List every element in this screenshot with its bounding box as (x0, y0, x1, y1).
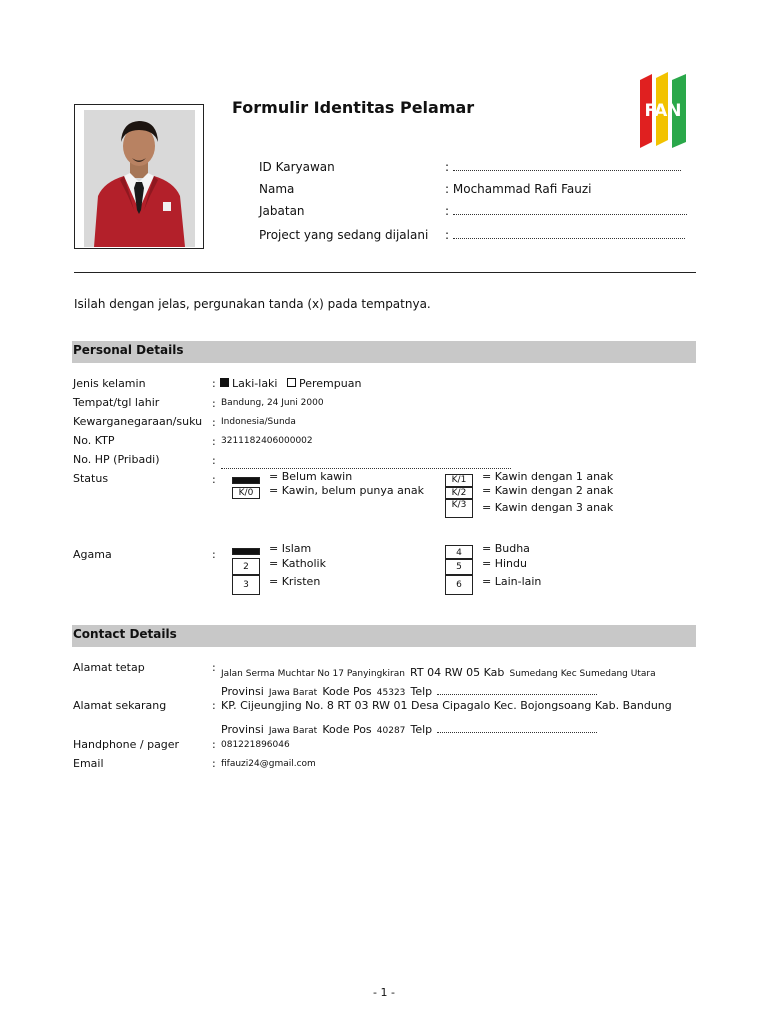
gender-option-female: Perempuan (299, 377, 362, 390)
gender-checkbox-female[interactable] (287, 378, 296, 387)
project-label: Project yang sedang dijalani (259, 228, 429, 242)
permanent-address-label: Alamat tetap (73, 661, 145, 674)
handphone-colon: : (212, 738, 216, 751)
current-address-line2: Provinsi Jawa Barat Kode Pos 40287 Telp (221, 718, 597, 737)
handphone-value: 081221896046 (221, 740, 290, 750)
ktp-value: 3211182406000002 (221, 436, 313, 446)
email-value: fifauzi24@gmail.com (221, 759, 316, 769)
status-option-belum-kawin: = Belum kawin (269, 470, 353, 483)
hp-label: No. HP (Pribadi) (73, 453, 160, 466)
current-address-label: Alamat sekarang (73, 699, 167, 712)
status-box-k0[interactable]: K/0 (232, 487, 260, 499)
religion-option-islam: = Islam (269, 542, 312, 555)
gender-label: Jenis kelamin (73, 377, 146, 390)
contact-details-title: Contact Details (73, 627, 177, 641)
status-box-belum-kawin[interactable] (232, 477, 260, 484)
fan-logo (638, 72, 690, 152)
jabatan-label: Jabatan (259, 204, 305, 218)
birth-colon: : (212, 397, 216, 410)
religion-label: Agama (73, 548, 112, 561)
email-colon: : (212, 757, 216, 770)
project-value: : (445, 228, 685, 242)
applicant-photo (84, 110, 195, 247)
status-option-k0: = Kawin, belum punya anak (269, 484, 424, 497)
religion-box-3[interactable]: 3 (232, 575, 260, 595)
birth-label: Tempat/tgl lahir (73, 396, 160, 409)
current-address-colon: : (212, 699, 216, 712)
personal-details-title: Personal Details (73, 343, 184, 357)
nationality-label: Kewarganegaraan/suku (73, 415, 203, 428)
nama-label: Nama (259, 182, 295, 196)
status-box-k3[interactable]: K/3 (445, 499, 473, 518)
handphone-label: Handphone / pager (73, 738, 180, 751)
religion-colon: : (212, 548, 216, 561)
religion-option-hindu: = Hindu (482, 557, 527, 570)
gender-colon: : (212, 377, 216, 390)
logo-text: FAN (644, 101, 682, 121)
religion-box-4[interactable]: 4 (445, 545, 473, 559)
religion-box-6[interactable]: 6 (445, 575, 473, 595)
current-address-line1: KP. Cijeungjing No. 8 RT 03 RW 01 Desa Cipagalo Kec. Bojongsoang Kab. Bandung (221, 699, 672, 712)
status-box-k1[interactable]: K/1 (445, 474, 473, 487)
applicant-photo-frame (74, 104, 204, 249)
nationality-colon: : (212, 416, 216, 429)
religion-option-kristen: = Kristen (269, 575, 321, 588)
hp-value (221, 454, 511, 473)
gender-option-male: Laki-laki (232, 377, 278, 390)
religion-box-islam[interactable] (232, 548, 260, 555)
status-box-k2[interactable]: K/2 (445, 487, 473, 499)
contact-details-header (72, 625, 696, 647)
jabatan-value: : (445, 204, 687, 218)
gender-options (218, 377, 361, 390)
id-karyawan-value: : (445, 160, 681, 174)
permanent-address-colon: : (212, 661, 216, 674)
religion-option-lain-lain: = Lain-lain (482, 575, 542, 588)
religion-box-2[interactable]: 2 (232, 558, 260, 575)
permanent-address-line2: Provinsi Jawa Barat Kode Pos 45323 Telp (221, 680, 597, 699)
religion-box-5[interactable]: 5 (445, 559, 473, 575)
status-option-k2: = Kawin dengan 2 anak (482, 484, 614, 497)
ktp-colon: : (212, 435, 216, 448)
status-label: Status (73, 472, 109, 485)
birth-value: Bandung, 24 Juni 2000 (221, 398, 324, 408)
gender-checkbox-male[interactable] (220, 378, 229, 387)
email-label: Email (73, 757, 104, 770)
status-option-k3: = Kawin dengan 3 anak (482, 501, 614, 514)
hp-colon: : (212, 454, 216, 467)
nama-value: : Mochammad Rafi Fauzi (445, 182, 592, 196)
status-colon: : (212, 473, 216, 486)
instruction-text: Isilah dengan jelas, pergunakan tanda (x) pada tempatnya. (74, 297, 431, 311)
header-divider (74, 272, 696, 273)
page-number: - 1 - (373, 986, 395, 999)
form-title: Formulir Identitas Pelamar (232, 98, 475, 117)
id-karyawan-label: ID Karyawan (259, 160, 335, 174)
religion-option-budha: = Budha (482, 542, 530, 555)
personal-details-header (72, 341, 696, 363)
status-option-k1: = Kawin dengan 1 anak (482, 470, 614, 483)
nationality-value: Indonesia/Sunda (221, 417, 296, 427)
religion-option-katholik: = Katholik (269, 557, 326, 570)
permanent-address-line1: Jalan Serma Muchtar No 17 Panyingkiran RT 04 RW 05 Kab Sumedang Kec Sumedang Utara (221, 666, 656, 679)
ktp-label: No. KTP (73, 434, 115, 447)
